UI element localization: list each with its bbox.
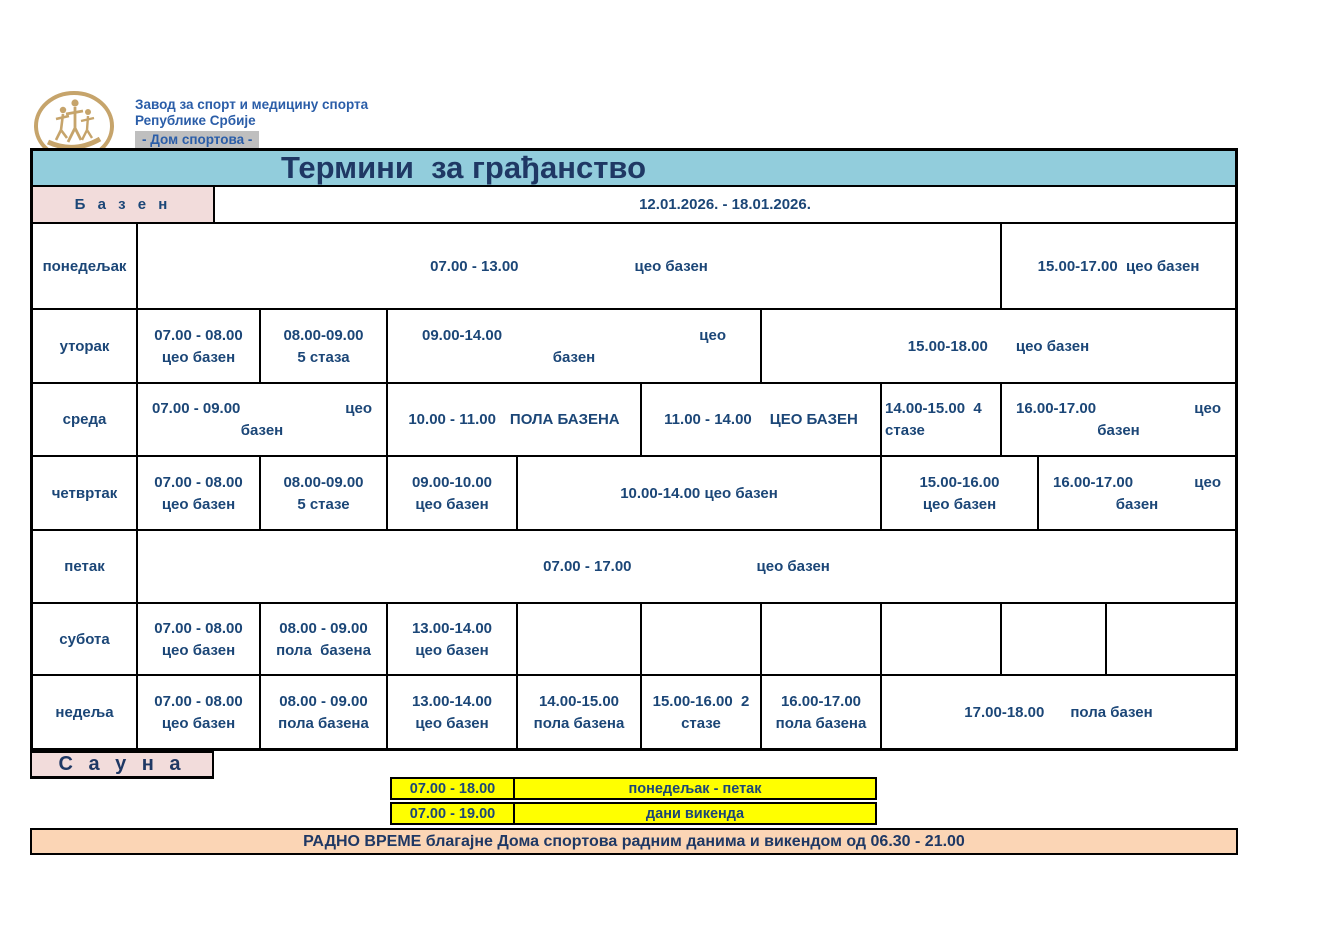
sauna-row-weekend (390, 802, 877, 825)
schedule-cell: 07.00 - 08.00 цео базен (138, 676, 261, 748)
schedule-cell: 17.00-18.00 пола базен (964, 703, 1153, 721)
day-label: уторак (33, 310, 138, 382)
org-dom-sportova: - Дом спортова - (135, 131, 259, 150)
schedule-cell: 07.00 - 08.00 цео базен (138, 604, 261, 674)
date-range: 12.01.2026. - 18.01.2026. (639, 196, 811, 213)
schedule-cell: 15.00-16.00 2 стазе (642, 676, 762, 748)
sauna-weekend-hours: 07.00 - 19.00 (392, 804, 515, 823)
day-label: понедељак (33, 224, 138, 308)
schedule-cell: 15.00-17.00 цео базен (1037, 257, 1200, 275)
org-line1: Завод за спорт и медицину спорта (135, 97, 369, 112)
pool-label: Б а з е н (33, 187, 215, 222)
schedule-cell-empty (1002, 604, 1107, 674)
schedule-cell-empty (642, 604, 762, 674)
schedule-cell: 07.00 - 08.00 цео базен (138, 310, 261, 382)
schedule-cell: 13.00-14.00 цео базен (388, 676, 518, 748)
schedule-cell: 07.00 - 13.00 цео базен (138, 224, 1002, 308)
organization-header (135, 97, 368, 151)
table-row-wednesday (33, 384, 1235, 457)
schedule-cell-empty (762, 604, 882, 674)
org-line2: Републике Србије (135, 113, 256, 129)
table-row-saturday (33, 604, 1235, 676)
schedule-cell: 08.00-09.00 5 стаза (261, 310, 388, 382)
schedule-cell: 08.00 - 09.00 пола базена (261, 604, 388, 674)
schedule-cell-empty (1107, 604, 1235, 674)
table-row-sunday (33, 676, 1235, 748)
schedule-cell: 08.00-09.00 5 стазе (261, 457, 388, 529)
pool-header-row (33, 187, 1235, 224)
schedule-cell: 16.00-17.00 цео базен (1053, 473, 1221, 513)
sauna-row-weekdays (390, 777, 877, 800)
table-row-thursday (33, 457, 1235, 531)
table-row-monday (33, 224, 1235, 310)
day-label: недеља (33, 676, 138, 748)
schedule-cell: 09.00-14.00 цео базен (388, 310, 762, 382)
schedule-cell: 15.00-16.00 цео базен (882, 457, 1039, 529)
cashier-hours-bar: РАДНО ВРЕМЕ благајне Дома спортова радним данима и викендом од 06.30 - 21.00 (30, 828, 1238, 855)
schedule-sheet (30, 148, 1238, 751)
schedule-cell: 14.00-15.00 пола базена (518, 676, 642, 748)
sauna-hours-table (390, 777, 877, 827)
sauna-weekend-label: дани викенда (645, 805, 745, 822)
schedule-cell-empty (882, 604, 1002, 674)
schedule-cell: 15.00-18.00 цео базен (907, 337, 1090, 355)
table-row-tuesday (33, 310, 1235, 384)
day-label: четвртак (33, 457, 138, 529)
schedule-cell: 07.00 - 17.00 цео базен (543, 558, 830, 575)
schedule-cell: 11.00 - 14.00 ЦЕО БАЗЕН (642, 384, 882, 455)
sauna-weekday-hours: 07.00 - 18.00 (392, 779, 515, 798)
schedule-cell: 13.00-14.00 цео базен (388, 604, 518, 674)
schedule-cell: 16.00-17.00 пола базена (762, 676, 882, 748)
schedule-cell-empty (518, 604, 642, 674)
day-label: среда (33, 384, 138, 455)
sauna-weekday-label: понедељак - петак (628, 780, 762, 797)
day-label: петак (33, 531, 138, 602)
day-label: субота (33, 604, 138, 674)
schedule-cell: 07.00 - 09.00 цео базен (138, 384, 388, 455)
schedule-cell: 14.00-15.00 4 стазе (882, 384, 1002, 455)
table-row-friday (33, 531, 1235, 604)
schedule-cell: 10.00-14.00 цео базен (518, 457, 882, 529)
schedule-cell: 09.00-10.00 цео базен (388, 457, 518, 529)
sauna-label: С а у н а (30, 751, 214, 779)
schedule-cell: 07.00 - 08.00 цео базен (138, 457, 261, 529)
title-row (33, 151, 1235, 187)
schedule-cell: 08.00 - 09.00 пола базена (261, 676, 388, 748)
page-title: Термини за грађанство (281, 150, 647, 185)
schedule-cell: 16.00-17.00 цео базен (1016, 400, 1221, 439)
schedule-cell: 10.00 - 11.00 ПОЛА БАЗЕНА (388, 384, 642, 455)
